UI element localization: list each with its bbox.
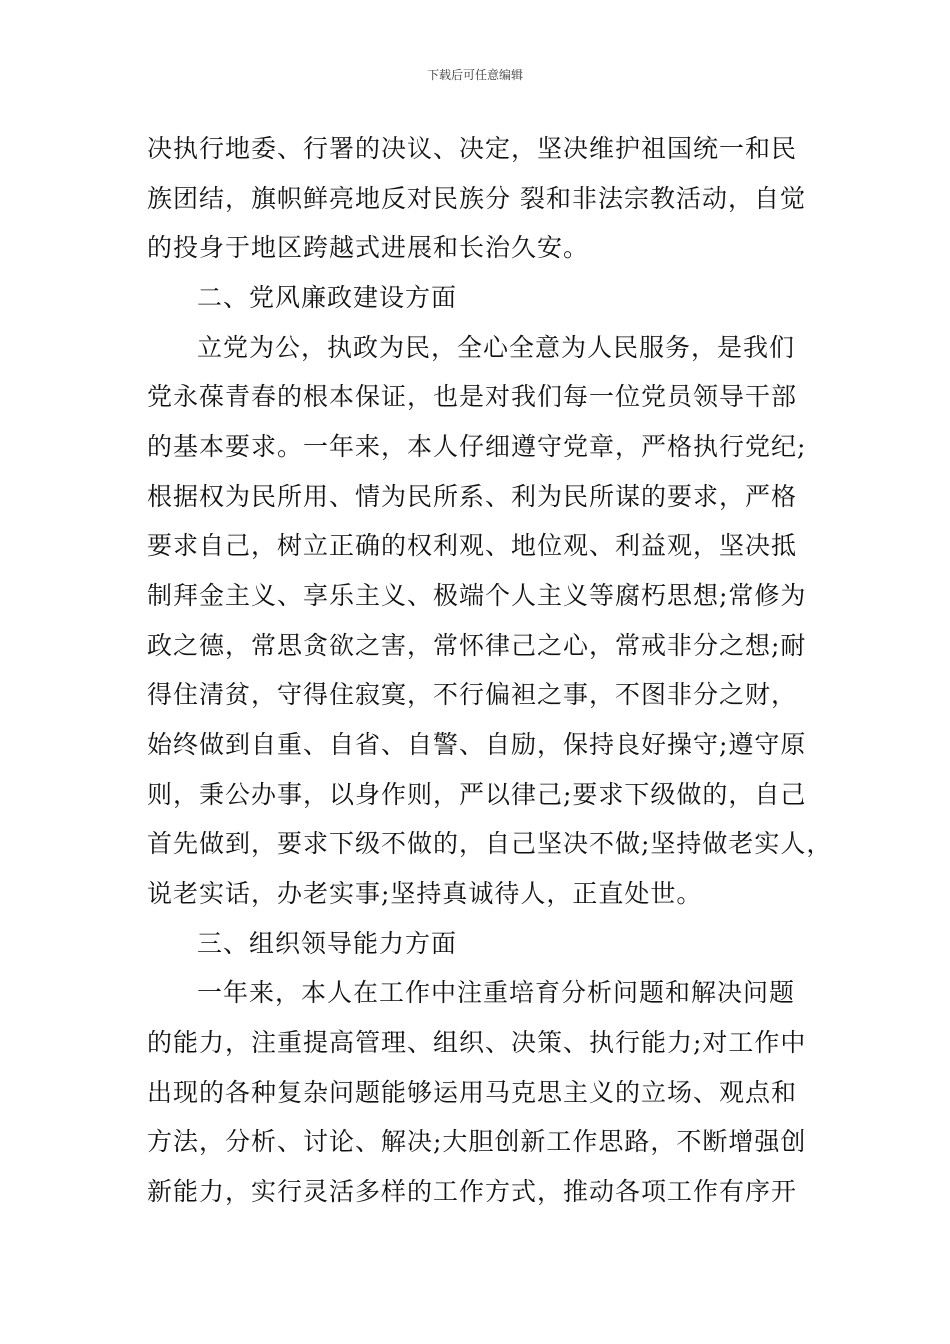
body-line: 族团结，旗帜鲜亮地反对民族分 裂和非法宗教活动，自觉 [147, 184, 806, 213]
section-heading: 三、组织领导能力方面 [197, 929, 458, 958]
body-line: 说老实话，办老实事;坚持真诚待人，正直处世。 [147, 879, 703, 908]
body-line: 政之德，常思贪欲之害，常怀律己之心，常戒非分之想;耐 [147, 631, 807, 660]
body-line: 方法，分析、讨论、解决;大胆创新工作思路，不断增强创 [147, 1127, 807, 1156]
page-header: 下载后可任意编辑 [426, 68, 523, 82]
body-line: 则，秉公办事，以身作则，严以律己;要求下级做的，自己 [147, 780, 807, 809]
body-line: 一年来，本人在工作中注重培育分析问题和解决问题 [197, 978, 796, 1007]
body-line: 出现的各种复杂问题能够运用马克思主义的立场、观点和 [147, 1078, 798, 1107]
body-line: 得住清贫，守得住寂寞，不行偏袒之事，不图非分之财， [147, 680, 798, 709]
body-line: 始终做到自重、自省、自警、自励，保持良好操守;遵守原 [147, 730, 807, 759]
body-line: 的投身于地区跨越式进展和长治久安。 [147, 233, 590, 262]
body-line: 的基本要求。一年来，本人仔细遵守党章，严格执行党纪; [147, 432, 807, 461]
body-line: 制拜金主义、享乐主义、极端个人主义等腐朽思想;常修为 [147, 581, 807, 610]
body-line: 要求自己，树立正确的权利观、地位观、利益观，坚决抵 [147, 531, 798, 560]
section-heading: 二、党风廉政建设方面 [197, 283, 458, 312]
body-line: 根据权为民所用、情为民所系、利为民所谋的要求，严格 [147, 482, 798, 511]
body-line: 新能力，实行灵活多样的工作方式，推动各项工作有序开 [147, 1177, 798, 1206]
body-line: 决执行地委、行署的决议、决定，坚决维护祖国统一和民 [147, 134, 798, 163]
body-line: 立党为公，执政为民，全心全意为人民服务，是我们 [197, 333, 796, 362]
body-line: 首先做到，要求下级不做的，自己坚决不做;坚持做老实人， [147, 829, 833, 858]
body-line: 党永葆青春的根本保证，也是对我们每一位党员领导干部 [147, 382, 798, 411]
body-line: 的能力，注重提高管理、组织、决策、执行能力;对工作中 [147, 1028, 807, 1057]
